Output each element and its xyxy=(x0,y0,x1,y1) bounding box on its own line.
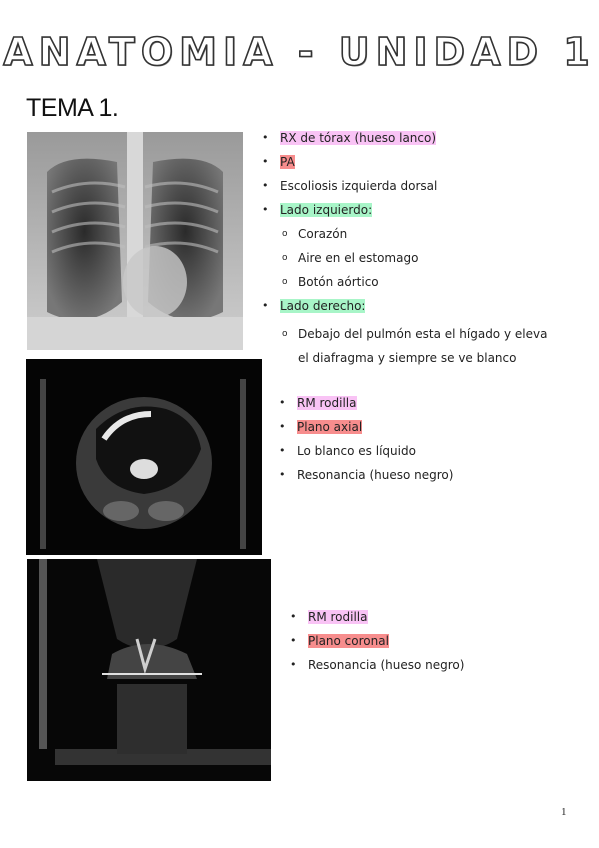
sub-bullet-icon: o xyxy=(282,229,288,239)
knee-coronal-mri-image xyxy=(27,559,271,781)
page-title: ANATOMIA - UNIDAD 1 xyxy=(3,30,596,74)
sub-bullet-icon: o xyxy=(282,329,288,339)
sub-bullet-icon: o xyxy=(282,253,288,263)
page-number: 1 xyxy=(561,806,567,818)
list-item: • PA xyxy=(262,155,295,169)
list-item: • Resonancia (hueso negro) xyxy=(290,658,465,672)
coronal-mri-notes-list xyxy=(290,609,568,681)
list-subitem: o Aire en el estomago xyxy=(282,251,419,265)
list-item: • RX de tórax (hueso lanco) xyxy=(262,131,437,145)
bullet-icon: • xyxy=(262,299,269,312)
bullet-icon: • xyxy=(279,396,286,409)
list-item: • Escoliosis izquierda dorsal xyxy=(262,179,438,193)
axial-mri-notes-list xyxy=(279,395,557,491)
bullet-icon: • xyxy=(279,444,286,457)
bullet-icon: • xyxy=(290,634,297,647)
list-subitem: o Corazón xyxy=(282,227,348,241)
knee-axial-mri-image xyxy=(26,359,262,555)
bullet-icon: • xyxy=(290,610,297,623)
list-item: • Plano coronal xyxy=(290,634,389,648)
list-item: • RM rodilla xyxy=(290,610,368,624)
list-item: • Plano axial xyxy=(279,420,363,434)
list-item: • Lo blanco es líquido xyxy=(279,444,416,458)
list-item: • Resonancia (hueso negro) xyxy=(279,468,454,482)
bullet-icon: • xyxy=(262,155,269,168)
bullet-icon: • xyxy=(290,658,297,671)
bullet-icon: • xyxy=(279,468,286,481)
section-heading: TEMA 1. xyxy=(26,94,119,122)
bullet-icon: • xyxy=(262,179,269,192)
chest-xray-image xyxy=(27,132,243,350)
list-subitem: o Botón aórtico xyxy=(282,275,379,289)
sub-bullet-icon: o xyxy=(282,277,288,287)
xray-notes-list xyxy=(262,130,580,370)
bullet-icon: • xyxy=(279,420,286,433)
list-item: • RM rodilla xyxy=(279,396,357,410)
list-item: • Lado izquierdo: xyxy=(262,203,373,217)
list-subitem: o Debajo del pulmón esta el hígado y eleva el diafragma y siempre se ve blanco xyxy=(298,322,548,370)
bullet-icon: • xyxy=(262,131,269,144)
bullet-icon: • xyxy=(262,203,269,216)
list-item: • Lado derecho: xyxy=(262,299,366,313)
